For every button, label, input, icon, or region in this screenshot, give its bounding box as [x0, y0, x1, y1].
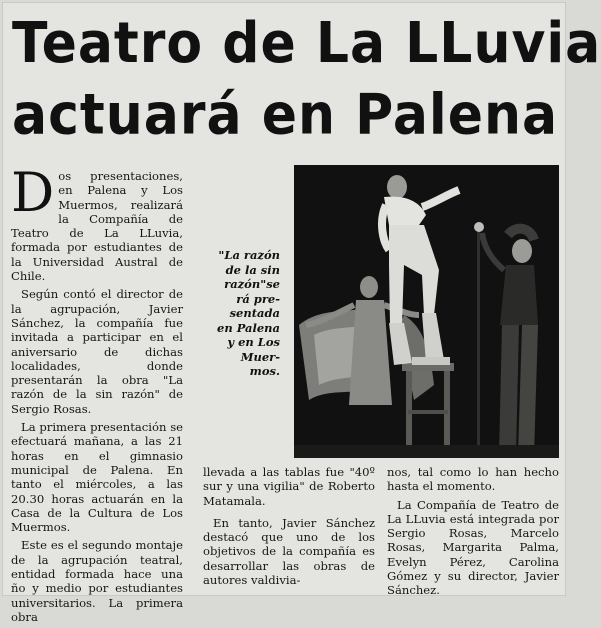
- article-paragraph-8: La Compañía de Teatro de La LLuvia está integrada por Sergio Rosas, Marcelo Rosas, Margarita Palma, Evelyn Pérez, Carolina Gómez y su director, Javier Sánchez.: [387, 497, 559, 598]
- newspaper-clipping: [2, 2, 601, 624]
- article-paragraph-7: nos, tal como lo han hecho hasta el momento.: [387, 465, 559, 494]
- article-column-3: [387, 465, 559, 602]
- pull-quote-line: y en Los: [227, 335, 280, 349]
- pull-quote-line: rá pre-: [236, 291, 280, 306]
- headline: [12, 8, 601, 151]
- pull-quote-line: sentada: [229, 306, 280, 320]
- article-paragraph-2: Según contó el director de la agrupación, Javier Sánchez, la compañía fue invitada a participar en el aniversario de dichas localidades, donde presentarán la obra "La razón de la sin razón" de Sergio Rosas.: [11, 287, 183, 416]
- headline-line-2: actuará en Palena: [12, 82, 559, 148]
- pull-quote-line: razón"se: [224, 277, 280, 291]
- paragraph-1-text: os presentaciones, en Palena y Los Muermos, realizará la Compañía de Teatro de La LLuvia, formada por estudiantes de la Universidad Austral de Chile.: [11, 169, 183, 284]
- pull-quote-line: de la sin: [225, 262, 280, 277]
- pull-quote-line: mos.: [249, 364, 280, 378]
- pull-quote-line: en Palena: [217, 320, 280, 335]
- article-column-2: [203, 465, 375, 591]
- article-paragraph-3: La primera presentación se efectuará mañana, a las 21 horas en el gimnasio municipal de Palena. En tanto el miércoles, a las 20.30 horas actuarán en la Casa de la Cultura de Los Muermos.: [11, 420, 183, 535]
- pull-quote-line: Muer-: [240, 349, 280, 364]
- article-paragraph-5: llevada a las tablas fue "40º sur y una vigilia" de Roberto Matamala.: [203, 465, 375, 508]
- article-paragraph-6: En tanto, Javier Sánchez destacó que uno de los objetivos de la compañía es desarrollar las obras de autores valdivia-: [203, 515, 375, 588]
- stage-photo-illustration: [294, 165, 559, 458]
- article-paragraph-1: [11, 161, 183, 284]
- stage-photo: [294, 165, 559, 458]
- article-column-1: [11, 161, 183, 628]
- headline-line-1: Teatro de La LLuvia: [12, 11, 601, 77]
- pull-quote-line: "La razón: [218, 248, 280, 262]
- article-paragraph-4: Este es el segundo montaje de la agrupación teatral, entidad formada hace una ño y medio por estudiantes universitarios. La primera obra: [11, 538, 183, 624]
- drop-cap: D: [11, 161, 55, 224]
- pull-quote: [200, 248, 280, 379]
